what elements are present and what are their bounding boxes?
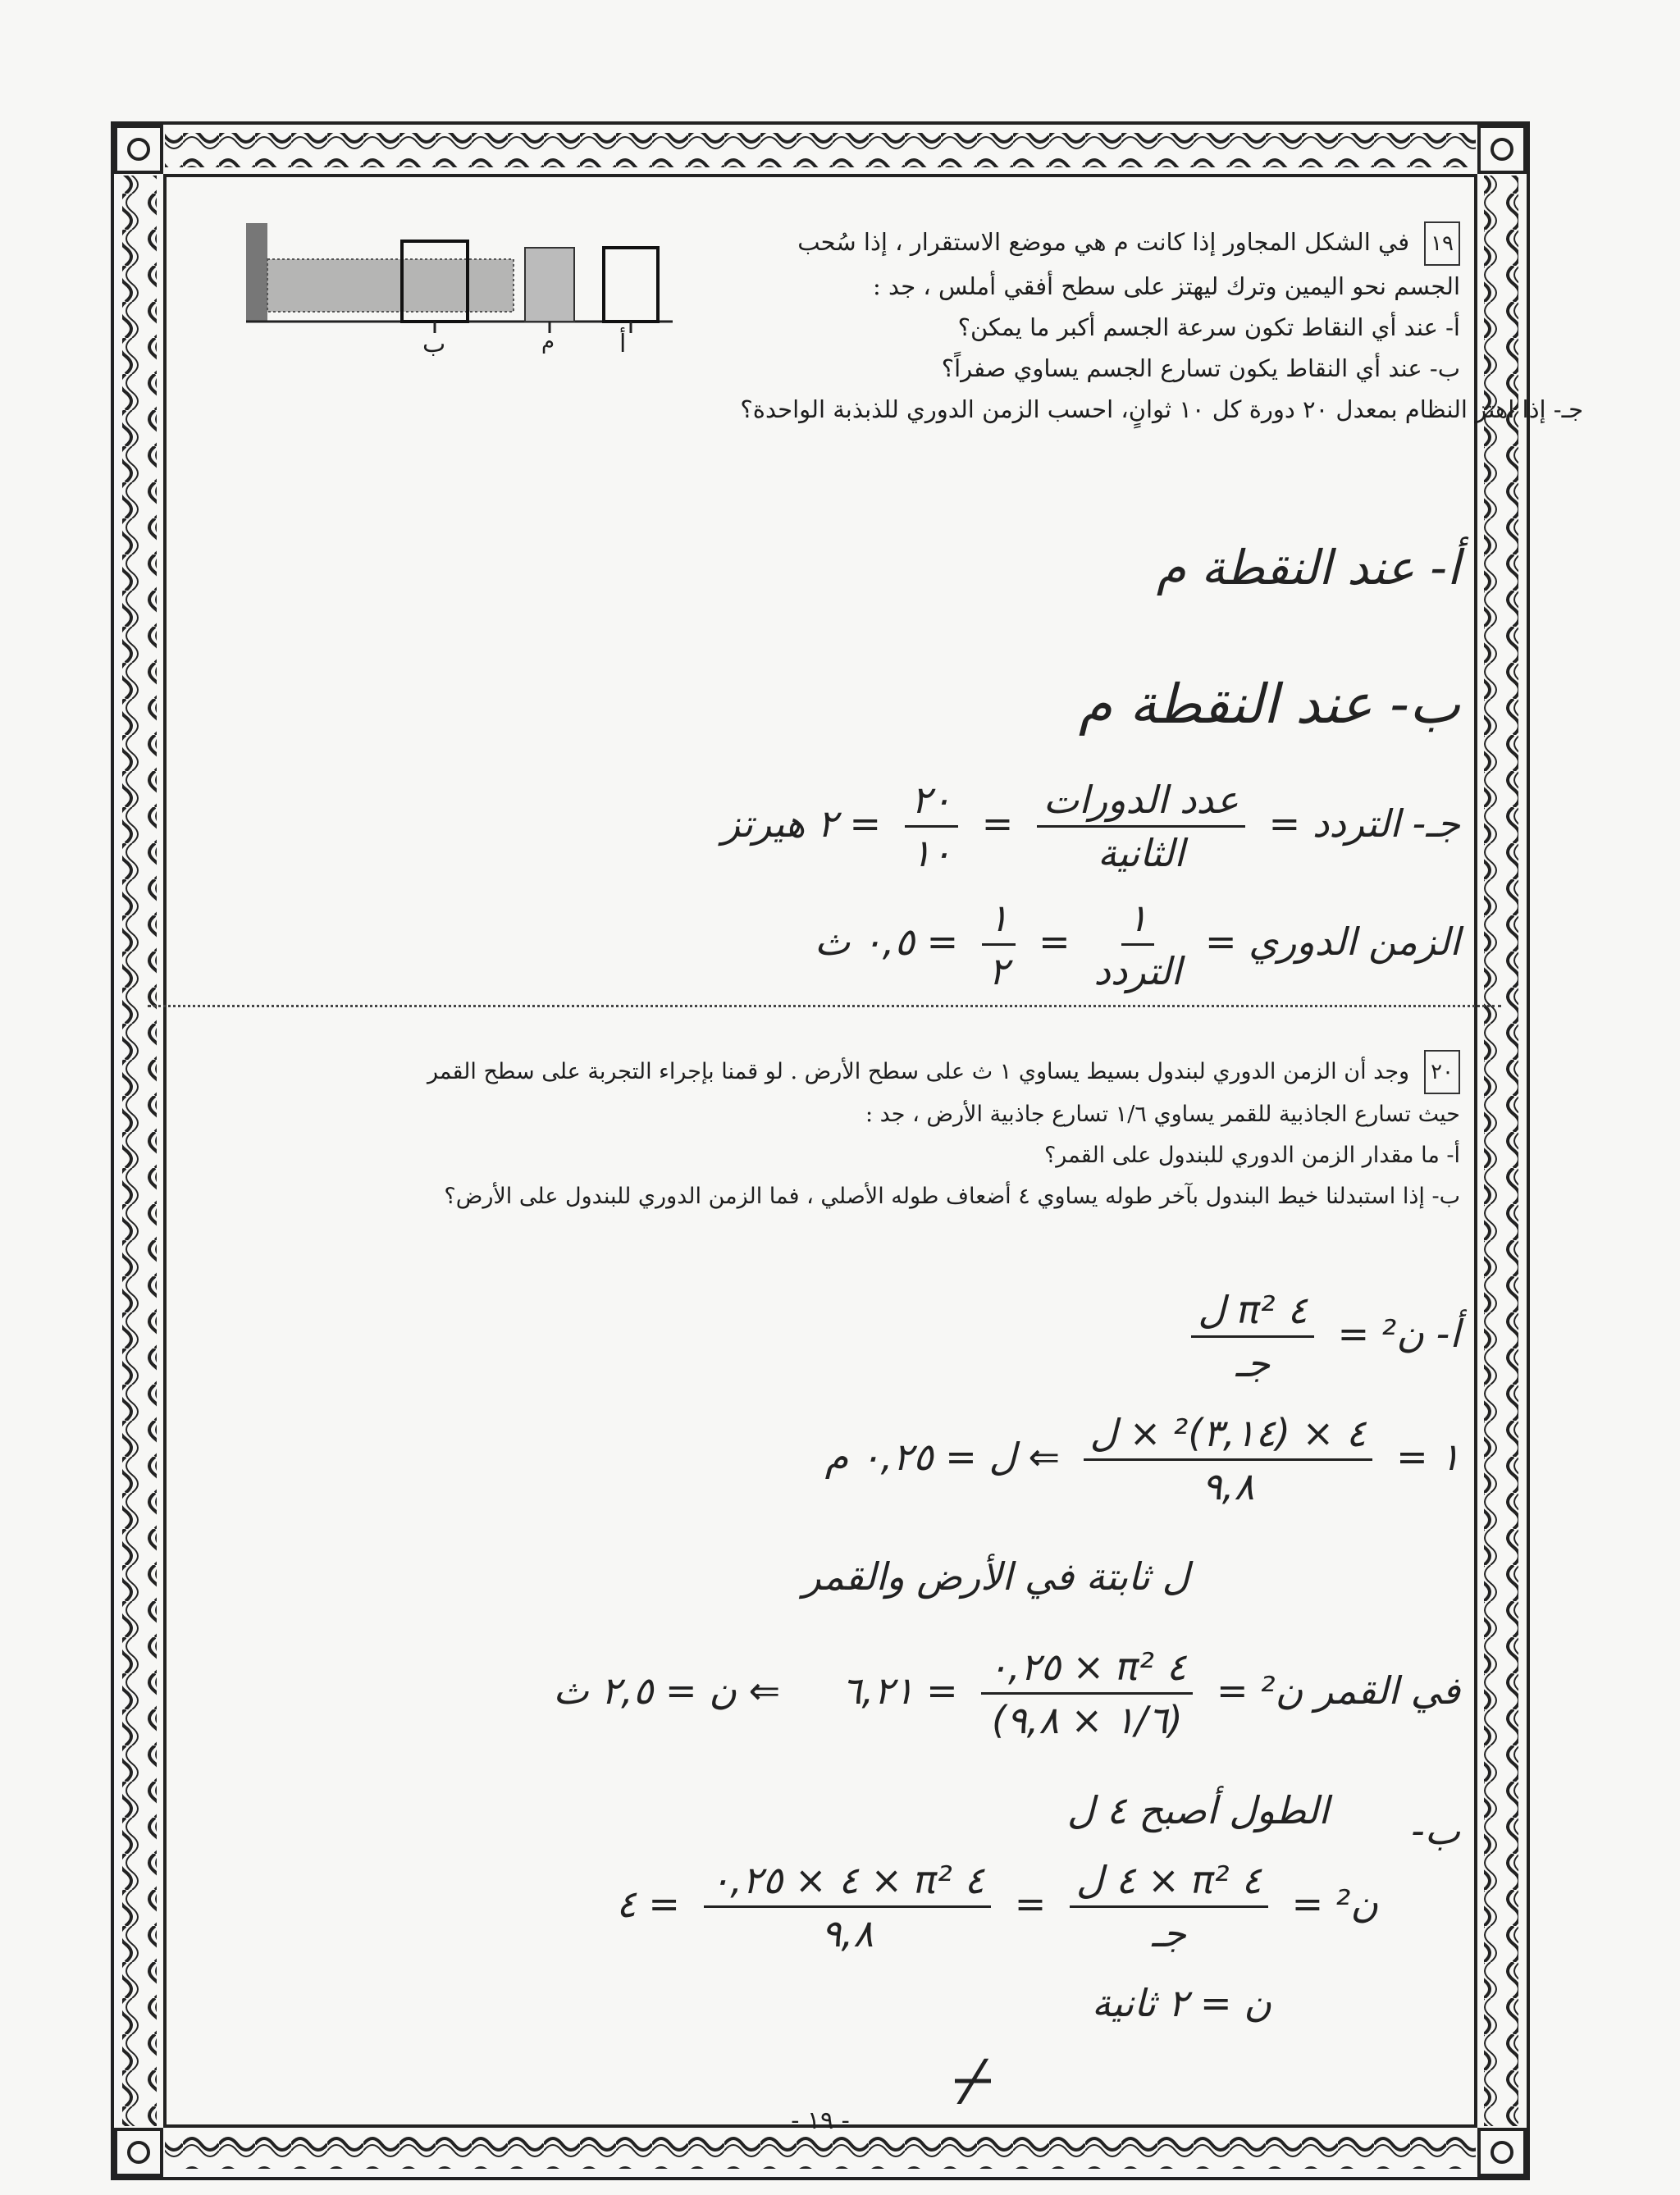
- numerator: ٤ π² ل: [1191, 1288, 1314, 1338]
- numerator: ٤ × (٣,١٤)² × ل: [1084, 1411, 1373, 1461]
- equals-sign: =: [981, 801, 1014, 846]
- equation-lhs: ن² =: [1291, 1882, 1378, 1926]
- answer-20-a: [1180, 1288, 1460, 1385]
- numerator: ٢٠: [905, 778, 958, 828]
- answer-20-note: ل ثابتة في الأرض والقمر: [802, 1554, 1189, 1599]
- fraction: [981, 1645, 1193, 1742]
- numerator: ٤ π² × ٠,٢٥: [981, 1645, 1193, 1695]
- figure-label-m: م: [541, 330, 555, 354]
- fraction: [1093, 896, 1181, 993]
- numerator: عدد الدورات: [1037, 778, 1245, 828]
- question-line: الجسم نحو اليمين وترك ليهتز على سطح أفقي أملس ، جد :: [873, 272, 1460, 300]
- length-result: ⇐ ل = ٠,٢٥ م: [824, 1435, 1061, 1479]
- denominator: الثانية: [1097, 831, 1185, 875]
- intermediate-result: = ٦,٢١: [841, 1668, 958, 1713]
- section-divider: [148, 1005, 1501, 1007]
- question-line: في الشكل المجاور إذا كانت م هي موضع الاستقرار ، إذا سُحب: [797, 228, 1410, 256]
- spring-mass-figure: [246, 223, 673, 379]
- question-line: ب- إذا استبدلنا خيط البندول بآخر طوله يساوي ٤ أضعاف طوله الأصلي ، فما الزمن الدوري للبندول على الأرض؟: [444, 1184, 1460, 1209]
- denominator: (١/٦ × ٩,٨): [992, 1698, 1183, 1742]
- moon-period-result: ⇐ ن = ٢,٥ ث: [553, 1668, 781, 1713]
- figure-label-a: أ: [619, 330, 627, 358]
- answer-20-b-label: ب-: [1411, 1809, 1460, 1853]
- answer-20-b: [616, 1858, 1378, 1955]
- question-number: ٢٠: [1424, 1050, 1460, 1094]
- equation-lhs: ن² =: [1337, 1312, 1424, 1356]
- frequency-result: = ٢ هيرتز: [721, 801, 882, 846]
- fraction: [905, 778, 958, 875]
- numerator: ١: [982, 896, 1016, 946]
- frequency-label: جـ- التردد =: [1268, 801, 1460, 846]
- denominator: ١٠: [911, 831, 952, 875]
- fraction: [982, 896, 1016, 993]
- denominator: ٩,٨: [1202, 1464, 1255, 1508]
- denominator: جـ: [1151, 1911, 1186, 1955]
- question-20: [180, 1050, 1460, 1217]
- question-line: ب- عند أي النقاط يكون تسارع الجسم يساوي صفراً؟: [941, 354, 1460, 382]
- answer-20-moon: [553, 1645, 1460, 1742]
- denominator: ٩,٨: [820, 1911, 874, 1955]
- period-label: الزمن الدوري =: [1205, 920, 1460, 964]
- question-line: أ- عند أي النقاط تكون سرعة الجسم أكبر ما يمكن؟: [957, 313, 1460, 341]
- question-line: حيث تسارع الجاذبية للقمر يساوي ١/٦ تسارع جاذبية الأرض ، جد :: [865, 1102, 1460, 1127]
- numerator: ١: [1121, 896, 1155, 946]
- question-line: جـ- إذا اهتز النظام بمعدل ٢٠ دورة كل ١٠ ثوانٍ، احسب الزمن الدوري للذبذبة الواحدة؟: [740, 395, 1583, 423]
- answer-19-c: [722, 778, 1460, 875]
- b-result: = ٤: [616, 1882, 680, 1926]
- numerator: ٤ π² × ٤ × ٠,٢٥: [704, 1858, 992, 1908]
- page-number: - ١٩ -: [791, 2106, 850, 2135]
- question-19: [591, 221, 1583, 430]
- answer-20-length: [825, 1411, 1460, 1508]
- figure-label-b: ب: [422, 330, 446, 358]
- period-result: = ٠,٥ ث: [815, 920, 959, 964]
- answer-19-period: الزمن الدوري = $\frac{١}{\text{التردد}}$ = $\frac{١}{٢}$ = ٠,٥ ث: [815, 896, 1460, 993]
- part-label: أ-: [1436, 1312, 1460, 1356]
- answer-20-b-final: ن = ٢ ثانية: [1091, 1981, 1271, 2025]
- fraction: [1070, 1858, 1268, 1955]
- signature-mark: ⌿: [953, 2042, 993, 2119]
- equals-sign: =: [1014, 1882, 1047, 1926]
- fraction: [1037, 778, 1245, 875]
- question-number: ١٩: [1424, 221, 1460, 266]
- fraction: [1084, 1411, 1373, 1508]
- denominator: ٢: [988, 949, 1009, 993]
- numerator: ٤ π² × ٤ ل: [1070, 1858, 1268, 1908]
- answer-19-a: أ- عند النقطة م: [1156, 540, 1460, 596]
- equation-lhs: في القمر ن² =: [1216, 1668, 1460, 1713]
- denominator: التردد: [1093, 949, 1182, 993]
- question-line: أ- ما مقدار الزمن الدوري للبندول على القمر؟: [1043, 1143, 1460, 1168]
- question-line: وجد أن الزمن الدوري لبندول بسيط يساوي ١ ث على سطح الأرض . لو قمنا بإجراء التجربة على سطح القمر: [427, 1059, 1410, 1084]
- answer-20-b-note: الطول أصبح ٤ ل: [1066, 1788, 1329, 1832]
- answer-19-b: ب- عند النقطة م: [1079, 673, 1460, 736]
- fraction: [1191, 1288, 1314, 1385]
- fraction: [704, 1858, 992, 1955]
- denominator: جـ: [1235, 1341, 1271, 1385]
- equation-lhs: ١ =: [1396, 1435, 1460, 1479]
